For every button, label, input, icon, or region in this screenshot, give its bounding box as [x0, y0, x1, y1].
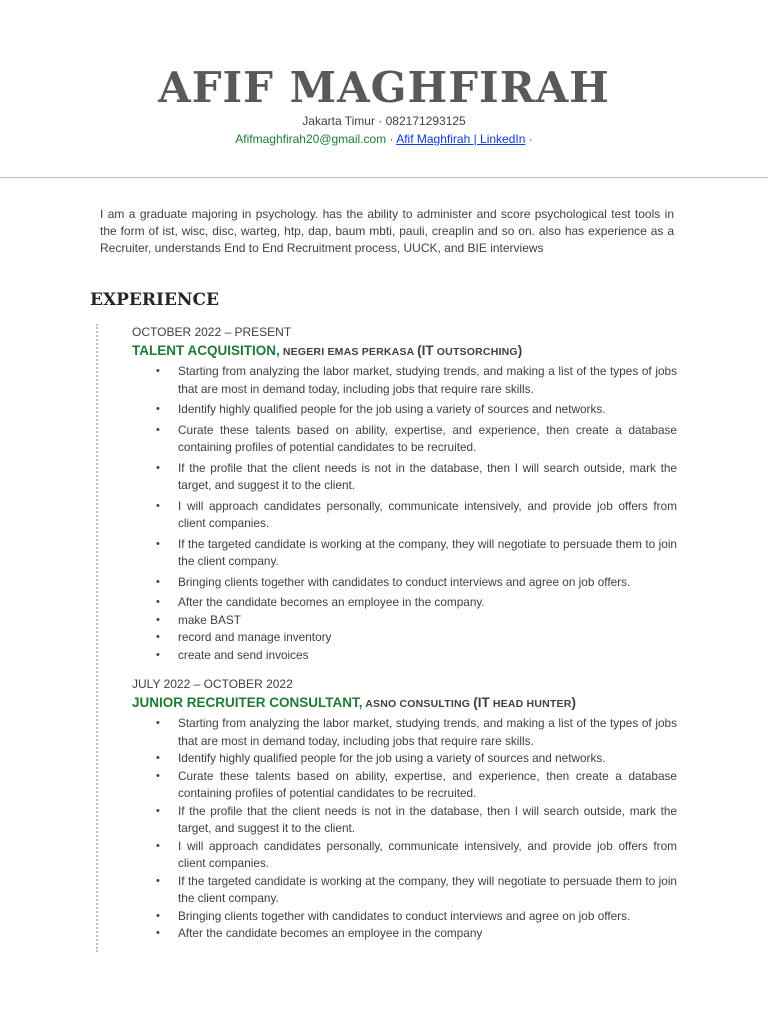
bullet-icon: •	[156, 575, 160, 588]
job-tag-text: HEAD HUNTER	[489, 698, 572, 710]
duty-item	[132, 750, 677, 768]
experience-heading: EXPERIENCE	[90, 290, 219, 310]
job-entry	[132, 676, 677, 943]
duty-text: make BAST	[178, 612, 241, 627]
bullet-icon: •	[156, 909, 160, 922]
separator: ·	[386, 132, 397, 146]
bullet-icon: •	[156, 874, 160, 887]
linkedin-link[interactable]: Afif Maghfirah | LinkedIn	[396, 132, 526, 146]
summary-paragraph: I am a graduate majoring in psychology. has the ability to administer and score psychological test tools in the form of ist, wisc, disc, warteg, htp, dap, baum mbti, pauli, creaplin and so on. also has experience as a Recruiter, understands End to End Recruitment process, UUCK, and BIE interviews	[100, 207, 674, 255]
duty-item	[132, 803, 677, 838]
job-tag-close: )	[517, 343, 523, 358]
bullet-icon: •	[156, 423, 160, 436]
duty-item	[132, 536, 677, 571]
job-tag-open: (IT	[417, 343, 434, 358]
duty-text: record and manage inventory	[178, 630, 332, 644]
timeline-dotted-line	[96, 324, 98, 952]
bullet-icon: •	[156, 927, 160, 939]
duty-item	[132, 363, 677, 398]
job-tag-open: (IT	[473, 695, 490, 710]
job-date: OCTOBER 2022 – PRESENT	[132, 325, 292, 339]
duty-item	[132, 908, 677, 926]
duty-text: create and send invoices	[178, 647, 309, 662]
bullet-icon: •	[156, 752, 160, 764]
job-role: TALENT ACQUISITION,	[132, 343, 280, 358]
location-phone: Jakarta Timur · 082171293125	[302, 114, 466, 128]
duty-text: If the targeted candidate is working at the company, they will negotiate to persuade them to join the client company.	[178, 873, 677, 905]
bullet-icon: •	[156, 403, 160, 415]
duty-text: Curate these talents based on ability, expertise, and experience, then create a database containing profiles of potential candidates to be recruited.	[178, 422, 677, 454]
bullet-icon: •	[156, 537, 160, 550]
bullet-icon: •	[156, 596, 160, 608]
job-company: NEGERI EMAS PERKASA	[279, 346, 418, 358]
duty-item	[132, 498, 677, 533]
bullet-icon: •	[156, 499, 160, 512]
duty-item	[132, 715, 677, 750]
job-tag-text: OUTSORCHING	[433, 346, 518, 358]
bullet-icon: •	[156, 631, 160, 643]
duty-item	[132, 401, 677, 419]
trailing-separator: ·	[525, 132, 533, 146]
duty-item	[132, 647, 677, 665]
duty-item	[132, 838, 677, 873]
duty-text: I will approach candidates personally, communicate intensively, and provide job offers from client companies.	[178, 838, 677, 870]
job-company: ASNO CONSULTING	[362, 698, 474, 710]
duty-item	[132, 925, 677, 943]
duty-text: If the targeted candidate is working at the company, they will negotiate to persuade them to join the client company.	[178, 536, 677, 568]
job-duties	[132, 363, 677, 664]
duty-item	[132, 422, 677, 457]
duty-item	[132, 594, 677, 612]
duty-item	[132, 629, 677, 647]
bullet-icon: •	[156, 839, 160, 852]
job-role: JUNIOR RECRUITER CONSULTANT,	[132, 695, 363, 710]
email-address[interactable]: Afifmaghfirah20@gmail.com	[235, 132, 387, 146]
bullet-icon: •	[156, 365, 160, 377]
duty-text: Bringing clients together with candidates to conduct interviews and agree on job offers.	[178, 908, 631, 923]
duty-item	[132, 574, 677, 592]
duty-text: After the candidate becomes an employee in the company	[178, 926, 483, 940]
contact-links	[0, 131, 768, 147]
duty-text: Starting from analyzing the labor market, studying trends, and making a list of the types of jobs that are most in demand today, including jobs that require rare skills.	[178, 364, 677, 396]
header-divider	[0, 177, 768, 178]
duty-text: If the profile that the client needs is not in the database, then I will search outside, mark the target, and suggest it to the client.	[178, 460, 677, 492]
bullet-icon: •	[156, 804, 160, 817]
bullet-icon: •	[156, 717, 160, 729]
bullet-icon: •	[156, 769, 160, 782]
job-date: JULY 2022 – OCTOBER 2022	[132, 677, 293, 691]
job-entry	[132, 324, 677, 664]
duty-item	[132, 873, 677, 908]
bullet-icon: •	[156, 461, 160, 474]
job-title	[132, 342, 677, 361]
candidate-name: AFIF MAGHFIRAH	[158, 63, 610, 112]
duty-item	[132, 460, 677, 495]
duty-text: Curate these talents based on ability, expertise, and experience, then create a database containing profiles of potential candidates to be recruited.	[178, 768, 677, 800]
job-duties	[132, 715, 677, 943]
duty-text: Identify highly qualified people for the job using a variety of sources and networks.	[178, 402, 606, 416]
job-title	[132, 694, 677, 713]
duty-text: Identify highly qualified people for the job using a variety of sources and networks.	[178, 751, 606, 765]
duty-text: Starting from analyzing the labor market, studying trends, and making a list of the types of jobs that are most in demand today, including jobs that require rare skills.	[178, 716, 677, 748]
bullet-icon: •	[156, 648, 160, 661]
duty-text: I will approach candidates personally, communicate intensively, and provide job offers from client companies.	[178, 498, 677, 530]
experience-list	[132, 324, 677, 943]
duty-text: Bringing clients together with candidates to conduct interviews and agree on job offers.	[178, 574, 631, 589]
duty-item	[132, 612, 677, 630]
duty-text: If the profile that the client needs is not in the database, then I will search outside, mark the target, and suggest it to the client.	[178, 803, 677, 835]
duty-item	[132, 768, 677, 803]
duty-text: After the candidate becomes an employee in the company.	[178, 595, 485, 609]
bullet-icon: •	[156, 613, 160, 626]
job-tag-close: )	[571, 695, 576, 710]
